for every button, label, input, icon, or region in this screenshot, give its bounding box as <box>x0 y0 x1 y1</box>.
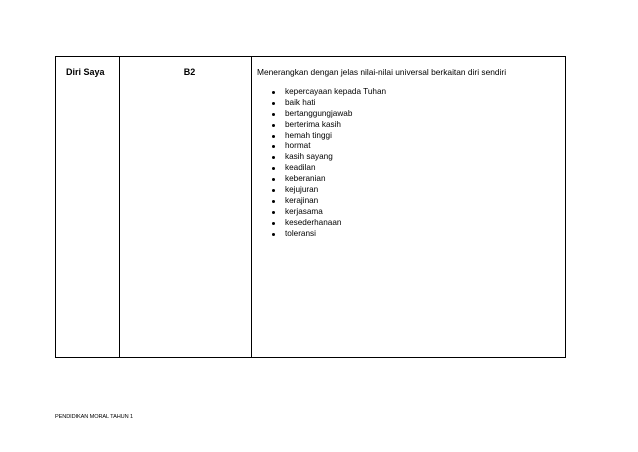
list-item <box>257 131 563 142</box>
list-item-label: kejujuran <box>285 185 319 195</box>
bullet-icon <box>272 156 275 159</box>
list-item-label: kesederhanaan <box>285 217 342 227</box>
list-item-label: berterima kasih <box>285 119 341 129</box>
list-item-label: toleransi <box>285 228 316 238</box>
bullet-icon <box>272 178 275 181</box>
bullet-icon <box>272 145 275 148</box>
bullet-icon <box>272 124 275 127</box>
list-item <box>257 109 563 120</box>
bullet-icon <box>272 222 275 225</box>
code-column <box>120 57 252 357</box>
list-item-label: kerjasama <box>285 206 323 216</box>
list-item-label: keberanian <box>285 174 326 184</box>
values-list <box>257 87 563 239</box>
list-item-label: kerajinan <box>285 195 319 205</box>
list-item <box>257 163 563 174</box>
bullet-icon <box>272 211 275 214</box>
list-item-label: hemah tinggi <box>285 130 332 140</box>
list-item <box>257 98 563 109</box>
list-item <box>257 196 563 207</box>
curriculum-table <box>55 56 566 358</box>
bullet-icon <box>272 233 275 236</box>
list-item <box>257 152 563 163</box>
list-item <box>257 229 563 240</box>
description-column <box>252 57 565 357</box>
bullet-icon <box>272 200 275 203</box>
list-item-label: bertanggungjawab <box>285 108 353 118</box>
list-item <box>257 174 563 185</box>
bullet-icon <box>272 91 275 94</box>
description-cell <box>257 67 563 239</box>
list-item-label: baik hati <box>285 97 316 107</box>
strand-column <box>56 57 120 357</box>
list-item <box>257 87 563 98</box>
list-item <box>257 141 563 152</box>
bullet-icon <box>272 135 275 138</box>
list-item <box>257 185 563 196</box>
list-item-label: kasih sayang <box>285 152 333 162</box>
list-item <box>257 207 563 218</box>
bullet-icon <box>272 167 275 170</box>
bullet-icon <box>272 102 275 105</box>
list-item-label: keadilan <box>285 163 316 173</box>
description-text: Menerangkan dengan jelas nilai-nilai universal berkaitan diri sendiri <box>257 67 507 77</box>
bullet-icon <box>272 113 275 116</box>
standard-code-cell: B2 <box>183 67 196 77</box>
page-footer: PENDIDIKAN MORAL TAHUN 1 <box>55 414 133 420</box>
list-item <box>257 218 563 229</box>
list-item <box>257 120 563 131</box>
strand-cell: Diri Saya <box>66 67 105 77</box>
list-item-label: kepercayaan kepada Tuhan <box>285 87 387 96</box>
bullet-icon <box>272 189 275 192</box>
list-item-label: hormat <box>285 141 311 151</box>
